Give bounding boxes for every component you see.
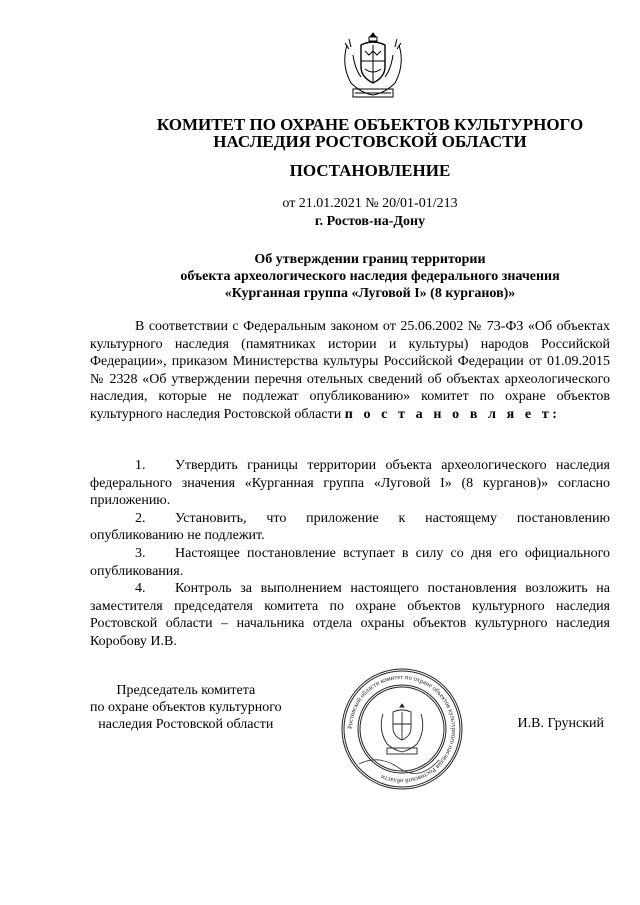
decree-item — [90, 510, 610, 545]
preamble-text: В соответствии с Федеральным законом от 25.06.2002 № 73-ФЗ «Об объектах культурного наследия (памятниках истории и культуры) народов Российской Федерации», приказом Министерства культуры Российской Федерации от 01.09.2015 № 2328 «Об утверждении перечня отельных сведений об объектах археологического наследия, которые не подлежат опубликованию» комитет по охране объектов культурного наследия Ростовской области — [90, 319, 610, 422]
committee-line-1: КОМИТЕТ ПО ОХРАНЕ ОБЪЕКТОВ КУЛЬТУРНОГО — [156, 115, 584, 134]
item-number: 2. — [135, 510, 146, 526]
signer-title-line-2: по охране объектов культурного — [90, 700, 282, 715]
decree-item — [90, 580, 610, 650]
decree-items — [90, 457, 610, 651]
item-text: Контроль за выполнением настоящего постановления возложить на заместителя председателя комитета по охране объектов культурного наследия Ростовской области – начальника отдела охраны объектов культурного наследия Коробову И.В. — [90, 581, 610, 649]
signer-name: И.В. Грунский — [517, 716, 604, 731]
item-text: Утвердить границы территории объекта археологического наследия федерального значения «Курганная группа «Луговой I» (8 курганов)» согласно приложению. — [90, 458, 610, 509]
committee-name — [100, 116, 640, 150]
seal-ring-text: Ростовской области комитет по охране объектов культурного наследия Ростовской области — [346, 673, 458, 785]
item-text: Установить, что приложение к настоящему постановлению опубликованию не подлежит. — [90, 510, 610, 544]
decree-word: п о с т а н о в л я е т: — [344, 406, 561, 422]
signer-title-line-1: Председатель комитета — [116, 683, 256, 698]
document-city: г. Ростов-на-Дону — [314, 214, 426, 229]
document-type: ПОСТАНОВЛЕНИЕ — [289, 161, 451, 180]
signer-title-line-3: наследия Ростовской области — [98, 717, 274, 732]
subject-line-2: объекта археологического наследия федерального значения — [180, 269, 560, 284]
decree-item — [90, 545, 610, 580]
document-date-number: от 21.01.2021 № 20/01-01/213 — [282, 196, 458, 211]
official-seal-icon — [339, 666, 465, 792]
subject-line-3: «Курганная группа «Луговой I» (8 курганов)» — [224, 286, 516, 301]
item-number: 1. — [135, 458, 146, 473]
document-subject — [100, 251, 640, 302]
item-number: 4. — [135, 581, 146, 597]
coat-of-arms-icon — [339, 31, 407, 101]
committee-line-2: НАСЛЕДИЯ РОСТОВСКОЙ ОБЛАСТИ — [213, 132, 527, 151]
decree-item — [90, 457, 610, 510]
item-text: Настоящее постановление вступает в силу со дня его официального опубликования. — [90, 545, 610, 579]
subject-line-1: Об утверждении границ территории — [254, 252, 486, 267]
signer-title — [90, 682, 282, 733]
preamble-paragraph — [90, 318, 610, 424]
item-number: 3. — [135, 545, 146, 561]
